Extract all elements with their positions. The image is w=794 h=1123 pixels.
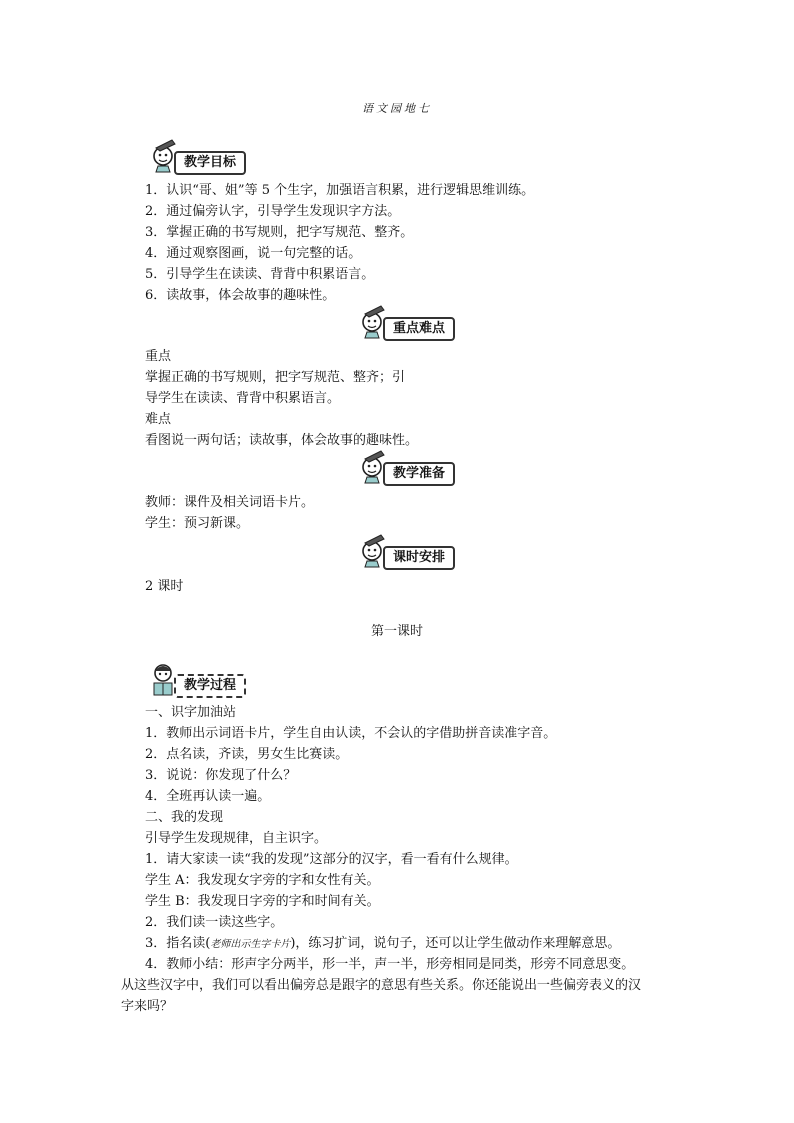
section-heading: 教学目标 <box>174 151 246 175</box>
section-heading: 教学过程 <box>174 674 246 698</box>
paragraph-line: 字来吗？ <box>121 999 174 1014</box>
sub-heading: 重点 <box>145 349 172 364</box>
paragraph-line: 3．说说：你发现了什么？ <box>145 768 297 783</box>
paragraph-line: 2．我们读一读这些字。 <box>145 915 284 930</box>
paragraph-line: 2．点名读，齐读，男女生比赛读。 <box>145 747 349 762</box>
section-heading: 课时安排 <box>383 546 455 570</box>
list-item: 2．通过偏旁认字，引导学生发现识字方法。 <box>145 204 401 219</box>
paragraph-line: 1．教师出示词语卡片，学生自由认读，不会认的字借助拼音读准字音。 <box>145 726 557 741</box>
list-item: 5．引导学生在读读、背背中积累语言。 <box>145 267 375 282</box>
paragraph-line: 引导学生发现规律，自主识字。 <box>145 831 328 846</box>
paragraph-line: 从这些汉字中，我们可以看出偏旁总是跟字的意思有些关系。你还能说出一些偏旁表义的汉 <box>121 978 642 993</box>
key-points <box>145 346 705 451</box>
process-tail <box>121 933 681 1017</box>
prep-list <box>145 492 705 534</box>
sub-heading: 二、我的发现 <box>145 810 224 825</box>
paragraph-line: 2 课时 <box>145 579 184 594</box>
list-item: 6．读故事，体会故事的趣味性。 <box>145 288 336 303</box>
paragraph-line: 导学生在读读、背背中积累语言。 <box>145 391 341 406</box>
process-list <box>145 702 705 933</box>
paragraph-line: 学生 A：我发现女字旁的字和女性有关。 <box>145 873 380 888</box>
text-span: 3．指名读( <box>145 936 211 951</box>
section-heading: 教学准备 <box>383 462 455 486</box>
note-span: 老师出示生字卡片 <box>210 939 291 950</box>
schedule-text <box>145 576 705 597</box>
paragraph-line: 1．请大家读一读“我的发现”这部分的汉字，看一看有什么规律。 <box>145 852 518 867</box>
sub-heading: 一、识字加油站 <box>145 705 237 720</box>
paragraph-line: 掌握正确的书写规则，把字写规范、整齐；引 <box>145 370 406 385</box>
paragraph-line: 看图说一两句话；读故事，体会故事的趣味性。 <box>145 433 419 448</box>
paragraph-line: 教师：课件及相关词语卡片。 <box>145 495 315 510</box>
list-item: 1．认识“哥、姐”等 5 个生字，加强语言积累，进行逻辑思维训练。 <box>145 183 535 198</box>
text-span: )，练习扩词，说句子，还可以让学生做动作来理解意思。 <box>290 936 621 951</box>
lesson-title: 第一课时 <box>370 624 423 639</box>
list-item: 3．掌握正确的书写规则，把字写规范、整齐。 <box>145 225 414 240</box>
list-item: 4．通过观察图画，说一句完整的话。 <box>145 246 362 261</box>
section-heading: 重点难点 <box>383 317 455 341</box>
paragraph-line: 4．全班再认读一遍。 <box>145 789 271 804</box>
sub-heading: 难点 <box>145 412 172 427</box>
goals-list <box>145 180 705 306</box>
doc-title: 语文园地七 <box>362 102 432 115</box>
paragraph-line: 学生 B：我发现日字旁的字和时间有关。 <box>145 894 380 909</box>
paragraph-line <box>121 933 681 954</box>
paragraph-line: 学生：预习新课。 <box>145 516 250 531</box>
paragraph-line: 4．教师小结：形声字分两半，形一半，声一半，形旁相同是同类，形旁不同意思变。 <box>145 957 635 972</box>
